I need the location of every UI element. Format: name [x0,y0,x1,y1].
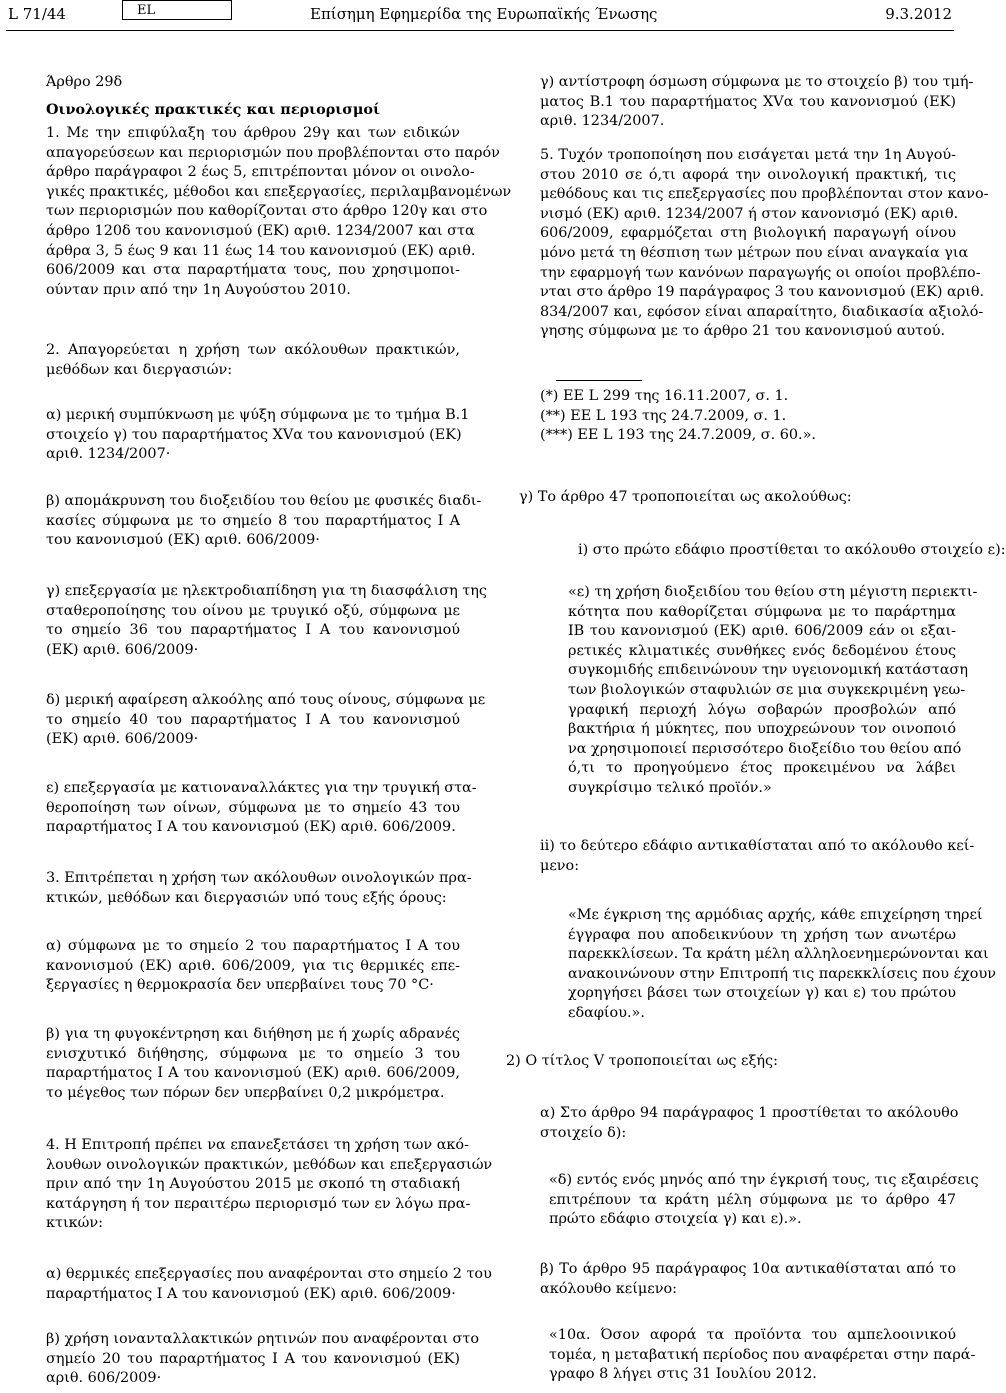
text-line: την εφαρμογή των κανόνων παραγωγής οι οποίοι προβλέπο- [540,264,981,281]
text-line: ρετικές κλιματικές συνθήκες ενός δεδομένου έτους [568,642,956,659]
text-line: νισμό (ΕΚ) αριθ. 1234/2007 ή στον κανονισμό (ΕΚ) αριθ. [540,205,959,222]
text-line: παραρτήματος Ι Α του κανονισμού (ΕΚ) αριθ. 606/2009, [46,1065,460,1082]
text-line: αριθ. 1234/2007. [540,113,665,130]
text-line: να χρησιμοποιεί περισσότερο διοξείδιο του θείου από [568,740,962,757]
text-line: i) στο πρώτο εδάφιο προστίθεται το ακόλουθο στοιχείο ε): [578,542,1006,558]
text-line: έγγραφα που αποδεικνύουν τη χρήση των ανωτέρω [568,926,956,943]
footnotes [540,387,840,446]
journal-title: Επίσημη Εφημερίδα της Ευρωπαϊκής Ένωσης [310,5,658,23]
amendment-2a [540,1104,959,1143]
quote-paragraph-10a [549,1326,976,1385]
text-line: βακτήρια ή μύκητες, που υποχρεώνουν τον οινοποιό [568,721,956,738]
list-item-4b [46,1330,480,1389]
text-line: 606/2009, εφαρμόζεται στη βιολογική παραγωγή οίνου [540,225,956,242]
amendment-g-ii [540,837,975,876]
text-line: ακόλουθο κείμενο: [540,1280,677,1297]
list-item-2e [46,779,477,838]
text-line: (ΕΚ) αριθ. 606/2009· [46,731,199,748]
text-line: χορηγήσει βάσει των στοιχείων γ) και ε) του πρώτου [568,985,956,1002]
text-line: κτικών: [46,1215,103,1232]
text-line: γ) αντίστροφη όσμωση σύμφωνα με το στοιχείο β) του τμή- [540,74,974,90]
text-line: εδαφίου.». [568,1004,645,1021]
text-line: μεθόδων και διεργασιών: [46,361,233,378]
text-line: δ) μερική αφαίρεση αλκοόλης από τους οίνους, σύμφωνα με [46,692,486,708]
quote-point-d [549,1171,979,1230]
text-line: μόνο μετά τη θέσπιση των μέτρων που είναι αναγκαία για [540,244,969,261]
list-item-4c [540,73,974,132]
text-line: πρώτο εδάφιο στοιχεία γ) και ε).». [549,1211,802,1228]
amendment-g [519,488,959,508]
text-line: νται στο άρθρο 19 παράγραφος 3 του κανονισμού (ΕΚ) αριθ. [540,284,985,301]
text-line: πριν από την 1η Αυγούστου 2015 με σκοπό τη σταδιακή [46,1176,460,1193]
text-line: τομέα, η μεταβατική περίοδος που αναφέρεται στην παρά- [549,1346,976,1363]
text-line: «Με έγκριση της αρμόδιας αρχής, κάθε επιχείρηση τηρεί [568,907,983,923]
footnote-rule [556,380,642,381]
list-item-2a [46,406,470,465]
text-line: αριθ. 606/2009· [46,1370,162,1387]
text-line: αριθ. 1234/2007· [46,446,171,463]
text-line: θεροποίηση των οίνων, σύμφωνα με το σημείο 43 του [46,799,460,816]
text-line: του κανονισμού (ΕΚ) αριθ. 606/2009· [46,532,320,549]
paragraph-2 [46,341,460,380]
text-line: στοιχείο γ) του παραρτήματος XVα του κανονισμού (ΕΚ) [46,426,462,443]
text-line: παραρτήματος Ι Α του κανονισμού (ΕΚ) αριθ. 606/2009· [46,1285,456,1302]
text-line: ε) επεξεργασία με κατιοναναλλάκτες για την τρυγική στα- [46,780,477,796]
text-line: ούνταν πριν από την 1η Αυγούστου 2010. [46,281,351,298]
issue-date: 9.3.2012 [885,5,952,23]
text-line: σημείο 20 του παραρτήματος Ι Α του κανονισμού (ΕΚ) [46,1350,460,1367]
list-item-3a [46,937,460,996]
text-line: κατάργηση ή τον περαιτέρω περιορισμό των εν λόγω πρα- [46,1195,471,1212]
text-line: (*) ΕΕ L 299 της 16.11.2007, σ. 1. [540,388,789,404]
text-line: γραφική περιοχή λόγω σοβαρών προσβολών από [568,701,956,718]
paragraph-3 [46,869,472,908]
text-line: παραρτήματος Ι Α του κανονισμού (ΕΚ) αριθ. 606/2009. [46,819,456,836]
paragraph-5 [540,146,989,342]
list-item-2d [46,691,486,750]
text-line: κασίες σύμφωνα με το σημείο 8 του παραρτήματος Ι Α [46,512,460,529]
list-item-2b [46,492,482,551]
article-title: Άρθρο 29δ [46,74,123,90]
text-line: 1. Με την επιφύλαξη του άρθρου 29γ και των ειδικών [46,125,460,141]
text-line: μενο: [540,857,580,874]
list-item-2c [46,582,487,660]
text-line: α) σύμφωνα με το σημείο 2 του παραρτήματος Ι Α του [46,938,460,954]
text-line: των βιολογικών σταφυλιών σε μια συγκεκριμένη γεω- [568,681,966,698]
text-line: ματος Β.1 του παραρτήματος XVα του κανονισμού (ΕΚ) [540,93,956,110]
text-line: το σημείο 36 του παραρτήματος Ι Α του κανονισμού [46,622,460,639]
quote-point-e [568,583,978,799]
text-line: κανονισμού (ΕΚ) αριθ. 606/2009, για τις θερμικές επε- [46,957,460,974]
text-line: στοιχείο δ): [540,1124,627,1141]
text-line: β) απομάκρυνση του διοξειδίου του θείου με φυσικές διαδι- [46,493,482,509]
text-line: ΙΒ του κανονισμού (ΕΚ) αριθ. 606/2009 εάν οι εξαι- [568,623,956,640]
text-line: 2. Απαγορεύεται η χρήση των ακόλουθων πρακτικών, [46,342,460,358]
text-line: β) χρήση ιονανταλλακτικών ρητινών που αναφέρονται στο [46,1331,480,1347]
text-line: παρεκκλίσεων. Τα κράτη μέλη αλληλοενημερώνονται και [568,946,989,963]
text-line: α) Στο άρθρο 94 παράγραφος 1 προστίθεται το ακόλουθο [540,1105,959,1121]
text-line: το σημείο 40 του παραρτήματος Ι Α του κανονισμού [46,711,460,728]
text-line: α) μερική συμπύκνωση με ψύξη σύμφωνα με το τμήμα Β.1 [46,407,470,423]
quote-second-subparagraph [568,906,996,1024]
text-line: σταθεροποίησης του οίνου με τρυγικό οξύ, σύμφωνα με [46,602,460,619]
list-item-4a [46,1265,492,1304]
text-line: ό,τι το προηγούμενο έτος προκειμένου να λάβει [568,760,956,777]
text-line: συγκομιδής επιδεινώνουν την υγειονομική κατάσταση [568,662,968,679]
text-line: άρθρα 3, 5 έως 9 και 11 έως 14 του κανονισμού (ΕΚ) αριθ. [46,242,476,259]
text-line: γ) Το άρθρο 47 τροποποιείται ως ακολούθως: [519,489,852,505]
text-line: β) για τη φυγοκέντρηση και διήθηση με ή χωρίς αδρανές [46,1026,460,1042]
text-line: γ) επεξεργασία με ηλεκτροδιαπίδηση για τη διασφάλιση της [46,583,487,599]
text-line: το μέγεθος των πόρων δεν υπερβαίνει 0,2 μικρόμετρα. [46,1084,445,1101]
text-line: των περιορισμών που καθορίζονται στο άρθρο 120γ και στο [46,203,488,220]
text-line: α) θερμικές επεξεργασίες που αναφέρονται στο σημείο 2 του [46,1266,492,1282]
text-line: άρθρο παράγραφοι 2 έως 5, επιτρέπονται μόνον οι οινολο- [46,164,475,181]
text-line: κότητα που καθορίζεται σύμφωνα με το παράρτημα [568,603,956,620]
header-rule [6,30,954,31]
text-line: «ε) τη χρήση διοξειδίου του θείου στη μέγιστη περιεκτι- [568,584,978,600]
text-line: μεθόδους και τις επεξεργασίες που προβλέπονται στον κανο- [540,186,989,203]
page-number: L 71/44 [8,5,66,23]
text-line: κτικών, μεθόδων και διεργασιών υπό τους εξής όρους: [46,889,447,906]
text-line: «δ) εντός ενός μηνός από την έγκρισή τους, τις εξαιρέσεις [549,1172,979,1188]
paragraph-1 [46,124,512,300]
text-line: 606/2009 και στα παραρτήματα τους, που χρησιμοποι- [46,262,460,279]
text-line: (ΕΚ) αριθ. 606/2009· [46,641,199,658]
text-line: ξεργασίες η θερμοκρασία δεν υπερβαίνει τους 70 °C· [46,977,434,994]
text-line: 5. Τυχόν τροποποίηση που εισάγεται μετά την 1η Αυγού- [540,147,956,163]
article-heading: Οινολογικές πρακτικές και περιορισμοί [46,101,380,118]
text-line: 3. Επιτρέπεται η χρήση των ακόλουθων οινολογικών πρα- [46,870,472,886]
text-line: ii) το δεύτερο εδάφιο αντικαθίσταται από το ακόλουθο κεί- [540,838,975,854]
text-line: 2) Ο τίτλος V τροποποιείται ως εξής: [506,1053,778,1069]
text-line: ενισχυτικό διήθησης, σύμφωνα με το σημείο 3 του [46,1045,460,1062]
amendment-g-i [578,541,1006,561]
text-line: (**) ΕΕ L 193 της 24.7.2009, σ. 1. [540,407,787,424]
text-line: 834/2007 και, εφόσον είναι απαραίτητο, διαδικασία αξιολό- [540,303,984,320]
list-item-3b [46,1025,460,1103]
text-line: συγκρίσιμο τελικό προϊόν.» [568,779,772,796]
text-line: γικές πρακτικές, μέθοδοι και επεξεργασίες, περιλαμβανομένων [46,183,512,200]
text-line: στου 2010 σε ό,τι αφορά την οινολογική πρακτική, τις [540,166,956,183]
text-line: λουθων οινολογικών πρακτικών, μεθόδων και επεξεργασιών [46,1156,493,1173]
text-line: (***) ΕΕ L 193 της 24.7.2009, σ. 60.». [540,427,816,444]
paragraph-4 [46,1136,493,1234]
text-line: γραφο 8 λήγει στις 31 Ιουλίου 2012. [549,1366,817,1383]
amendment-2 [506,1052,946,1072]
text-line: 4. Η Επιτροπή πρέπει να επανεξετάσει τη χρήση των ακό- [46,1137,469,1153]
amendment-2b [540,1260,956,1299]
text-line: επιτρέπουν τα κράτη μέλη σύμφωνα με το άρθρο 47 [549,1191,956,1208]
text-line: απαγορεύσεων και περιορισμών που προβλέπονται στο παρόν [46,144,500,161]
text-line: γησης σύμφωνα με το άρθρο 21 του κανονισμού αυτού. [540,323,946,340]
text-line: β) Το άρθρο 95 παράγραφος 10α αντικαθίσταται από το [540,1261,956,1277]
language-badge: EL [122,0,232,20]
text-line: άρθρο 120δ του κανονισμού (ΕΚ) αριθ. 1234/2007 και στα [46,222,475,239]
text-line: «10α. Όσον αφορά τα προϊόντα του αμπελοοινικού [549,1327,956,1343]
text-line: ανακοινώνουν στην Επιτροπή τις παρεκκλίσεις που έχουν [568,965,996,982]
